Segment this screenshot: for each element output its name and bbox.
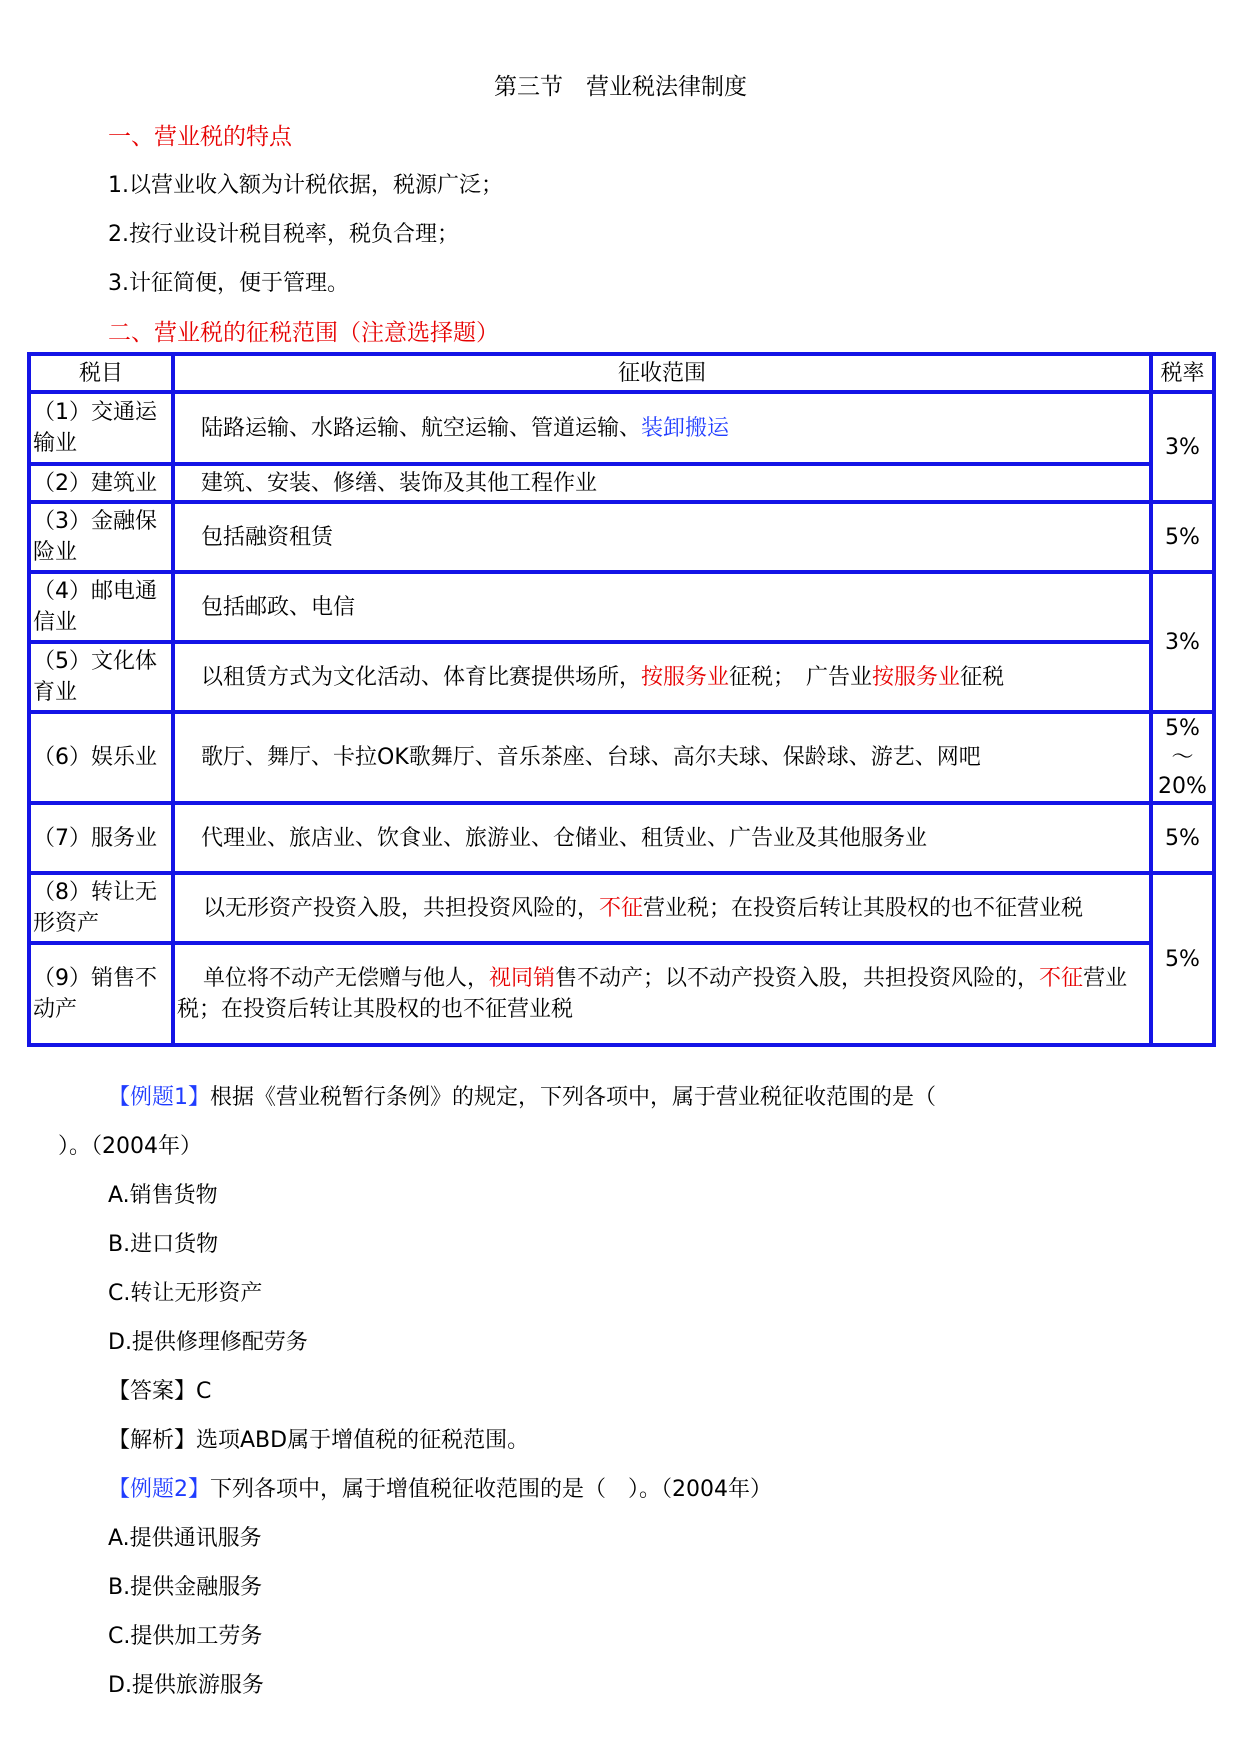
- row-rate: 5%～ 20%: [1151, 712, 1214, 803]
- row-rate: 5%: [1151, 873, 1214, 1045]
- example2-option-a: A.提供通讯服务: [108, 1526, 262, 1551]
- table-row: [29, 873, 1214, 943]
- feature-item-2: 2.按行业设计税目税率，税负合理；: [108, 222, 459, 247]
- example1-question: 【例题1】根据《营业税暂行条例》的规定，下列各项中，属于营业税征收范围的是（: [108, 1085, 937, 1110]
- example1-question-cont: ）。（2004年）: [58, 1134, 202, 1159]
- example2-option-b: B.提供金融服务: [108, 1575, 263, 1600]
- example2-option-c: C.提供加工劳务: [108, 1624, 263, 1649]
- header-rate: 税率: [1151, 354, 1214, 392]
- example2-label: 【例题2】: [108, 1477, 210, 1502]
- example2-option-d: D.提供旅游服务: [108, 1673, 264, 1698]
- table-row: [29, 572, 1214, 642]
- row-item: （3）金融保险业: [29, 502, 173, 572]
- header-scope: 征收范围: [173, 354, 1151, 392]
- row-rate: 5%: [1151, 502, 1214, 572]
- row-scope: 包括邮政、电信: [173, 572, 1151, 642]
- row-scope: 建筑、安装、修缮、装饰及其他工程作业: [173, 464, 1151, 502]
- row-item: （4）邮电通信业: [29, 572, 173, 642]
- header-item: 税目: [29, 354, 173, 392]
- example1-analysis: 【解析】选项ABD属于增值税的征税范围。: [108, 1428, 530, 1453]
- table-row: [29, 642, 1214, 712]
- row-item: （9）销售不动产: [29, 943, 173, 1045]
- table-row: [29, 943, 1214, 1045]
- row-item: （7）服务业: [29, 803, 173, 873]
- row-scope: 以租赁方式为文化活动、体育比赛提供场所，按服务业征税； 广告业按服务业征税: [173, 642, 1151, 712]
- row-rate: 3%: [1151, 392, 1214, 502]
- example1-answer: 【答案】C: [108, 1379, 212, 1404]
- example2-question: 【例题2】下列各项中，属于增值税征收范围的是（ ）。（2004年）: [108, 1477, 772, 1502]
- tax-scope-table: [27, 352, 1216, 1047]
- row-item: （2）建筑业: [29, 464, 173, 502]
- row-scope: 单位将不动产无偿赠与他人，视同销售不动产；以不动产投资入股，共担投资风险的，不征营业税；在投资后转让其股权的也不征营业税: [173, 943, 1151, 1045]
- page-title: 第三节 营业税法律制度: [494, 74, 747, 100]
- row-scope: 代理业、旅店业、饮食业、旅游业、仓储业、租赁业、广告业及其他服务业: [173, 803, 1151, 873]
- feature-item-3: 3.计征简便，便于管理。: [108, 271, 349, 296]
- feature-item-1: 1.以营业收入额为计税依据，税源广泛；: [108, 173, 503, 198]
- row-scope: 陆路运输、水路运输、航空运输、管道运输、装卸搬运: [173, 392, 1151, 464]
- row-rate: 3%: [1151, 572, 1214, 712]
- example1-option-c: C.转让无形资产: [108, 1281, 263, 1306]
- row-item: （1）交通运输业: [29, 392, 173, 464]
- row-item: （6）娱乐业: [29, 712, 173, 803]
- table-row: [29, 502, 1214, 572]
- row-item: （5）文化体育业: [29, 642, 173, 712]
- table-row: [29, 464, 1214, 502]
- row-scope: 歌厅、舞厅、卡拉OK歌舞厅、音乐茶座、台球、高尔夫球、保龄球、游艺、网吧: [173, 712, 1151, 803]
- example1-label: 【例题1】: [108, 1085, 210, 1110]
- table-row: [29, 803, 1214, 873]
- table-row: [29, 712, 1214, 803]
- example1-option-b: B.进口货物: [108, 1232, 219, 1257]
- section1-heading: 一、营业税的特点: [108, 124, 292, 150]
- row-item: （8）转让无形资产: [29, 873, 173, 943]
- section2-heading: 二、营业税的征税范围（注意选择题）: [108, 320, 499, 346]
- example1-option-a: A.销售货物: [108, 1183, 218, 1208]
- row-rate: 5%: [1151, 803, 1214, 873]
- row-scope: 以无形资产投资入股，共担投资风险的，不征营业税；在投资后转让其股权的也不征营业税: [173, 873, 1151, 943]
- row-scope: 包括融资租赁: [173, 502, 1151, 572]
- table-row: [29, 392, 1214, 464]
- example1-option-d: D.提供修理修配劳务: [108, 1330, 308, 1355]
